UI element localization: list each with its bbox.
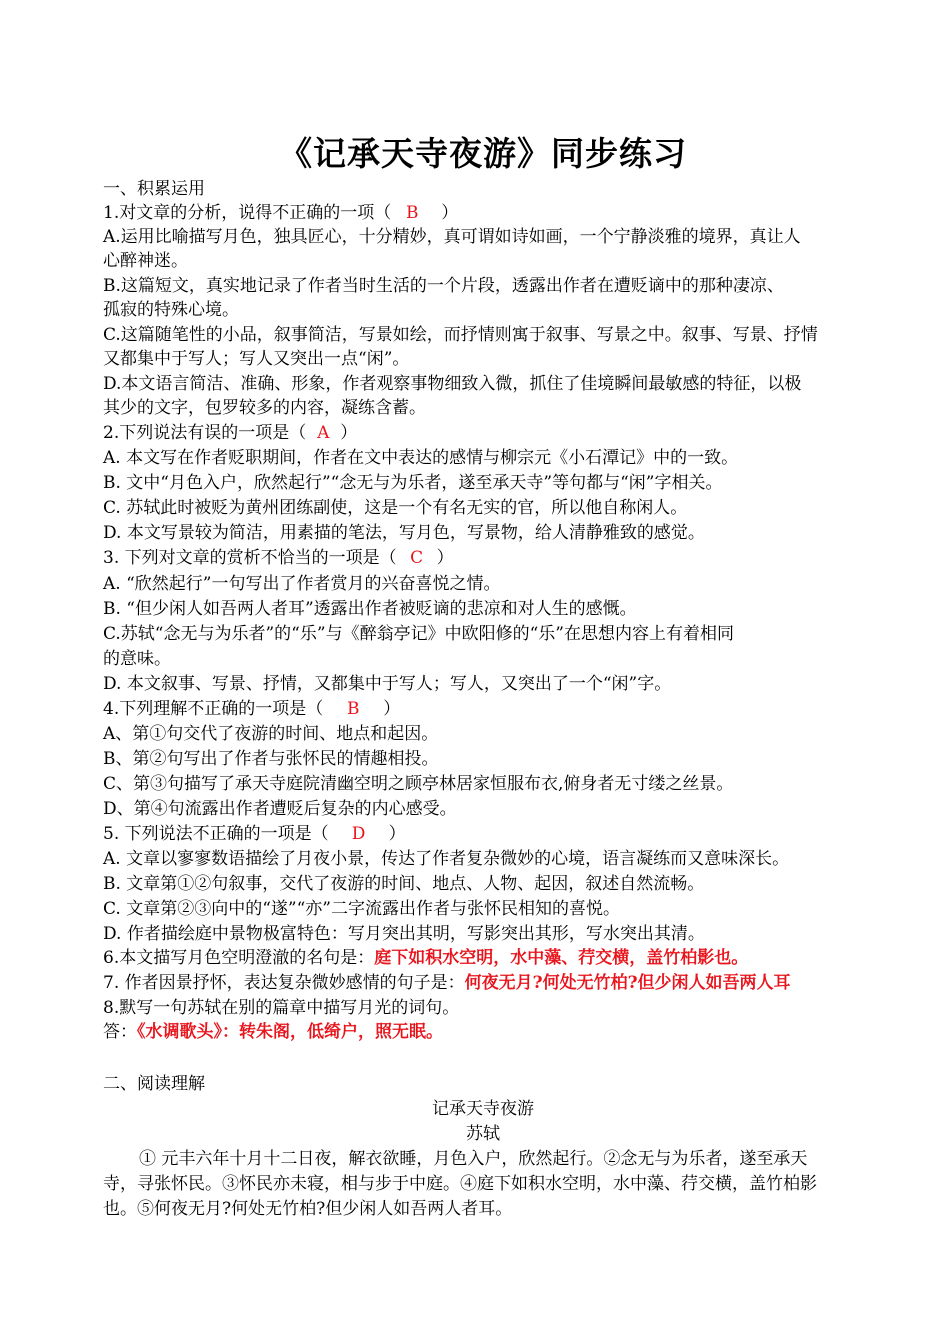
option-text: A. 本文写在作者贬职期间，作者在文中表达的感情与柳宗元《小石潭记》中的一致。 <box>103 448 739 468</box>
answer-text: 《水调歌头》：转朱阁，低绮户，照无眠。 <box>137 1022 443 1042</box>
answer-letter: B <box>346 699 360 719</box>
option-text: C. 苏轼此时被贬为黄州团练副使，这是一个有名无实的官，所以他自称闲人。 <box>103 498 688 518</box>
question-1: 1.对文章的分析，说得不正确的一项（ B ） <box>103 203 459 223</box>
option-text: A. 文章以寥寥数语描绘了月夜小景，传达了作者复杂微妙的心境，语言凝练而又意味深长。 <box>103 849 790 869</box>
option-text: C. 文章第②③向中的“遂”“亦”二字流露出作者与张怀民相知的喜悦。 <box>103 899 620 919</box>
answer-letter: A <box>317 423 330 443</box>
option-text: 又都集中于写人；写人又突出一点“闲”。 <box>103 349 410 369</box>
option-text: 其少的文字，包罗较多的内容，凝练含蓄。 <box>103 398 426 418</box>
answer-8: 答：《水调歌头》：转朱阁，低绮户，照无眠。 <box>103 1022 443 1042</box>
question-stem: 1.对文章的分析，说得不正确的一项（ <box>103 203 392 223</box>
answer-text: 何夜无月?何处无竹柏?但少闲人如吾两人耳 <box>464 973 791 993</box>
option-text: D. 本文叙事、写景、抒情，又都集中于写人；写人，又突出了一个“闲”字。 <box>103 674 672 694</box>
option-text: D. 本文写景较为简洁，用素描的笔法，写月色，写景物，给人清静雅致的感觉。 <box>103 523 705 543</box>
option-text: A、第①句交代了夜游的时间、地点和起因。 <box>103 724 439 744</box>
reading-paragraph: 也。⑤何夜无月?何处无竹柏?但少闲人如吾两人者耳。 <box>103 1199 513 1219</box>
reading-paragraph: 寺，寻张怀民。③怀民亦未寝，相与步于中庭。④庭下如积水空明，水中藻、荇交横，盖竹柏影 <box>103 1174 817 1194</box>
question-2: 2.下列说法有误的一项是（ A ） <box>103 423 358 443</box>
section-heading: 一、积累运用 <box>103 179 205 199</box>
option-text: B、第②句写出了作者与张怀民的情趣相投。 <box>103 749 439 769</box>
question-5: 5. 下列说法不正确的一项是（ D ） <box>103 824 406 844</box>
answer-letter: C <box>410 548 424 568</box>
option-text: B. “但少闲人如吾两人者耳”透露出作者被贬谪的悲凉和对人生的感慨。 <box>103 599 637 619</box>
option-text: D.本文语言简洁、准确、形象，作者观察事物细致入微，抓住了佳境瞬间最敏感的特征，以极 <box>103 374 802 394</box>
question-6: 6.本文描写月色空明澄澈的名句是：庭下如积水空明，水中藻、荇交横，盖竹柏影也。 <box>103 948 749 968</box>
reading-paragraph: ① 元丰六年十月十二日夜，解衣欲睡，月色入户，欣然起行。②念无与为乐者，遂至承天 <box>139 1149 808 1169</box>
option-text: D、第④句流露出作者遭贬后复杂的内心感受。 <box>103 799 457 819</box>
option-text: A.运用比喻描写月色，独具匠心，十分精妙，真可谓如诗如画，一个宁静淡雅的境界，真让人 <box>103 227 801 247</box>
answer-letter: D <box>351 824 366 844</box>
option-text: A. “欣然起行”一句写出了作者赏月的兴奋喜悦之情。 <box>103 574 501 594</box>
option-text: D. 作者描绘庭中景物极富特色：写月突出其明，写影突出其形，写水突出其清。 <box>103 924 705 944</box>
option-text: 孤寂的特殊心境。 <box>103 300 239 320</box>
option-text: C、第③句描写了承天寺庭院清幽空明之顾亭林居家恒服布衣,俯身者无寸缕之丝景。 <box>103 774 734 794</box>
section-heading: 二、阅读理解 <box>103 1074 205 1094</box>
document-title: 《记承天寺夜游》同步练习 <box>279 134 687 173</box>
reading-author: 苏轼 <box>466 1124 500 1144</box>
answer-text: 庭下如积水空明，水中藻、荇交横，盖竹柏影也。 <box>374 948 749 968</box>
option-text: C.苏轼“念无与为乐者”的“乐”与《醉翁亭记》中欧阳修的“乐”在思想内容上有着相同 <box>103 624 734 644</box>
option-text: B. 文章第①②句叙事，交代了夜游的时间、地点、人物、起因，叙述自然流畅。 <box>103 874 705 894</box>
answer-letter: B <box>405 203 419 223</box>
option-text: 的意味。 <box>103 649 171 669</box>
question-4: 4.下列理解不正确的一项是（ B ） <box>103 699 401 719</box>
question-3: 3. 下列对文章的赏析不恰当的一项是（ C ） <box>103 548 454 568</box>
option-text: C.这篇随笔性的小品，叙事简洁，写景如绘，而抒情则寓于叙事、写景之中。叙事、写景、抒情 <box>103 325 818 345</box>
option-text: B.这篇短文，真实地记录了作者当时生活的一个片段，透露出作者在遭贬谪中的那种凄凉、 <box>103 276 784 296</box>
reading-title: 记承天寺夜游 <box>432 1099 534 1119</box>
question-8: 8.默写一句苏轼在别的篇章中描写月光的词句。 <box>103 998 460 1018</box>
option-text: 心醉神迷。 <box>103 251 188 271</box>
question-7: 7. 作者因景抒怀，表达复杂微妙感情的句子是：何夜无月?何处无竹柏?但少闲人如吾两人耳 <box>103 973 791 993</box>
option-text: B. 文中“月色入户，欣然起行”“念无与为乐者，遂至承天寺”等句都与“闲”字相关。 <box>103 473 723 493</box>
